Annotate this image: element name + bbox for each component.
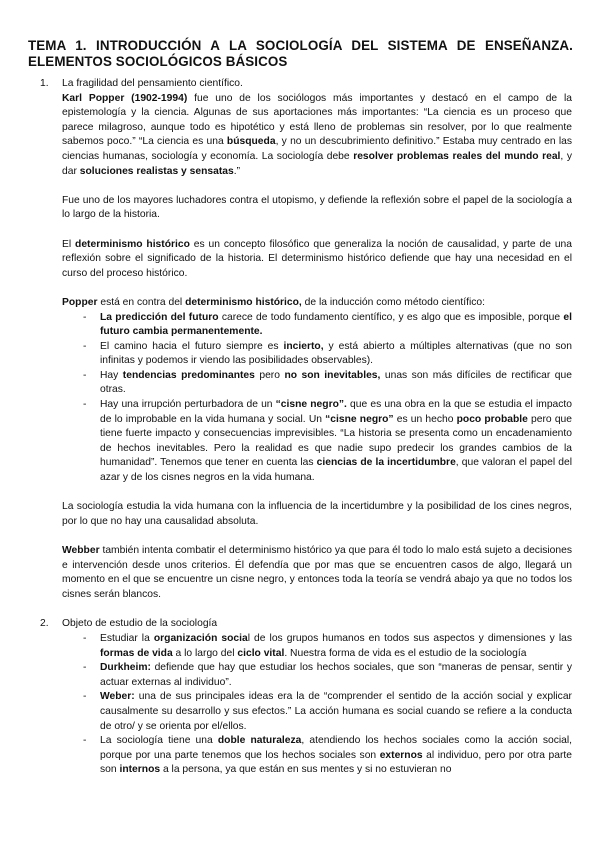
bold-text: resolver problemas reales del mundo real bbox=[353, 150, 561, 162]
bullet-dash: - bbox=[83, 691, 87, 703]
text-run: .” bbox=[233, 165, 241, 177]
bold-text: formas de vida bbox=[100, 647, 173, 659]
paragraph bbox=[62, 92, 572, 180]
paragraph bbox=[62, 500, 572, 529]
list-item bbox=[62, 340, 572, 369]
paragraph bbox=[62, 544, 572, 602]
section-number: 1. bbox=[40, 78, 49, 89]
text-run: a la persona, ya que están en sus mentes y si no estuvieran no bbox=[160, 764, 452, 776]
text-run: Fue uno de los mayores luchadores contra el utopismo, y defiende la reflexión sobre el papel de la sociología a lo largo de la historia. bbox=[62, 194, 572, 221]
paragraph bbox=[62, 194, 572, 223]
text-run: pero que tiene fuerte impacto y consecuencias imprevisibles. “La historia se presenta como un encadenamiento de hechos inevitables. Pero la realidad es que nadie supo predecir los grandes cambios de la humanidad”. Tenemos que tener en cuenta las bbox=[100, 413, 573, 469]
text-run: a lo largo del bbox=[172, 647, 238, 659]
bullet-dash: - bbox=[83, 735, 87, 747]
text-run: pero bbox=[254, 369, 285, 381]
bold-text: ciclo vital bbox=[237, 647, 285, 659]
bullet-dash: - bbox=[83, 632, 87, 644]
text-run: El camino hacia el futuro siempre es bbox=[100, 340, 284, 352]
bold-text: tendencias predominantes bbox=[122, 369, 255, 381]
text-run: , atendiendo los hechos sociales como la acción social, porque por una parte tenemos que los hechos sociales son bbox=[100, 735, 573, 761]
text-run: , y no un descubrimiento definitivo.” Estaba muy centrado en las ciencias humanas, sociología y economía. La sociología debe bbox=[62, 136, 572, 162]
bold-text: “cisne negro” bbox=[325, 413, 394, 425]
document-title: TEMA 1. INTRODUCCIÓN A LA SOCIOLOGÍA DEL SISTEMA DE ENSEÑANZA. ELEMENTOS SOCIOLÓGICOS BÁSICOS bbox=[28, 37, 573, 70]
text-run: , que valoran el papel del azar y de los cisnes negros en la vida humana. bbox=[100, 457, 572, 484]
text-run: unas son más difíciles de rectificar que otras. bbox=[100, 369, 572, 396]
section-2 bbox=[0, 617, 572, 778]
bold-text: “cisne negro”. bbox=[275, 399, 347, 411]
bold-text: doble naturaleza bbox=[217, 735, 302, 747]
text-run: al individuo, pero por otra parte son bbox=[100, 749, 572, 776]
text-run: La sociología tiene una bbox=[100, 735, 218, 747]
bold-text: Weber: bbox=[100, 691, 135, 703]
bold-text: soluciones realistas y sensatas bbox=[79, 165, 234, 177]
bullet-dash: - bbox=[83, 340, 87, 352]
text-run: fue uno de los sociólogos más importantes y destacó en el campo de la epistemología y la ciencia. Algunas de sus aportaciones más importantes: “La ciencia es un proceso que parece milagroso, aunque todo es hipotético y está lleno de problemas sin resolver, por lo que realmente sabemos poco.” “La ciencia es una bbox=[62, 92, 573, 148]
bold-text: incierto, bbox=[283, 340, 324, 352]
section-heading: La fragilidad del pensamiento científico. bbox=[62, 78, 243, 89]
document-body bbox=[0, 77, 600, 778]
text-run: que es una obra en la que se estudia el impacto de lo improbable en la vida humana y social. Un bbox=[100, 399, 573, 425]
bullet-list bbox=[62, 311, 572, 486]
text-run: l de los grupos humanos en todos sus aspectos y dimensiones y las bbox=[247, 632, 572, 644]
bold-text: La predicción del futuro bbox=[100, 311, 219, 323]
text-run: , y dar bbox=[62, 150, 572, 177]
text-run: . Nuestra forma de vida es el estudio de la sociología bbox=[284, 647, 527, 659]
section-1 bbox=[0, 77, 572, 602]
bold-text: no son inevitables, bbox=[284, 369, 381, 381]
text-run: y está abierto a múltiples alternativas (que no son infinitas y podemos ir viendo las posibilidades observables). bbox=[100, 340, 572, 367]
bold-text: determinismo histórico bbox=[75, 238, 190, 250]
bullet-dash: - bbox=[83, 311, 87, 323]
bullet-dash: - bbox=[83, 399, 87, 411]
bold-text: búsqueda bbox=[226, 136, 276, 148]
bullet-dash: - bbox=[83, 662, 87, 674]
text-run: La sociología estudia la vida humana con la influencia de la incertidumbre y la posibilidad de los cines negros, por lo que no hay una causalidad absoluta. bbox=[62, 501, 572, 527]
text-run: carece de todo fundamento científico, y es algo que es imposible, porque bbox=[218, 311, 564, 323]
text-run: Hay una irrupción perturbadora de un bbox=[100, 399, 276, 411]
section-number: 2. bbox=[40, 618, 49, 630]
list-item bbox=[62, 369, 572, 398]
list-item bbox=[62, 661, 572, 690]
text-run: también intenta combatir el determinismo histórico ya que para él todo lo malo está sujeto a decisiones e intervención desde unos criterios. Él defendía que por mas que se encuentren casos de algo, llegará un momento en el que se encuentre un cisne negro, y entonces toda la teoría se vendrá abajo ya que no todos los cisnes serán blancos. bbox=[62, 545, 572, 600]
bullet-list bbox=[62, 632, 572, 778]
bold-text: externos bbox=[379, 749, 423, 761]
section-heading: Objeto de estudio de la sociología bbox=[62, 618, 218, 630]
paragraph bbox=[62, 238, 572, 282]
bold-text: determinismo histórico, bbox=[185, 296, 302, 308]
text-run: defiende que hay que estudiar los hechos sociales, que son “maneras de pensar, sentir y actuar externas al individuo”. bbox=[100, 662, 572, 688]
bold-text: organización socia bbox=[153, 632, 248, 644]
text-run: de la inducción como método científico: bbox=[301, 296, 485, 308]
bold-text: internos bbox=[119, 764, 161, 776]
list-item bbox=[62, 734, 572, 778]
text-run: es un concepto filosófico que generaliza la noción de causalidad, y parte de una reflexión sobre el significado de la historia. El determinismo histórico defiende que hay una necesidad en el curso del proceso histórico. bbox=[62, 238, 572, 279]
paragraph bbox=[62, 296, 572, 311]
bold-text: Webber bbox=[62, 545, 100, 556]
bold-text: Karl Popper (1902-1994) bbox=[62, 92, 188, 104]
text-run: es un hecho bbox=[393, 413, 457, 425]
text-run: una de sus principales ideas era la de “comprender el sentido de la acción social y explicar causalmente su desarrollo y sus efectos.” La acción humana es social cuando se refiere a la conducta de otro/ y se orienta por el/ellos. bbox=[100, 691, 572, 732]
bold-text: Durkheim: bbox=[100, 662, 151, 674]
text-run: está en contra del bbox=[97, 296, 186, 308]
list-item bbox=[62, 398, 572, 486]
bold-text: el futuro cambia permanentemente. bbox=[100, 311, 573, 338]
bold-text: ciencias de la incertidumbre bbox=[316, 457, 456, 469]
text-run: Estudiar la bbox=[100, 632, 154, 644]
text-run: El bbox=[62, 238, 76, 250]
list-item bbox=[62, 690, 572, 734]
list-item bbox=[62, 311, 572, 340]
list-item bbox=[62, 632, 572, 661]
bold-text: poco probable bbox=[456, 413, 528, 425]
text-run: Hay bbox=[100, 369, 123, 381]
bullet-dash: - bbox=[83, 369, 87, 381]
bold-text: Popper bbox=[62, 296, 98, 308]
